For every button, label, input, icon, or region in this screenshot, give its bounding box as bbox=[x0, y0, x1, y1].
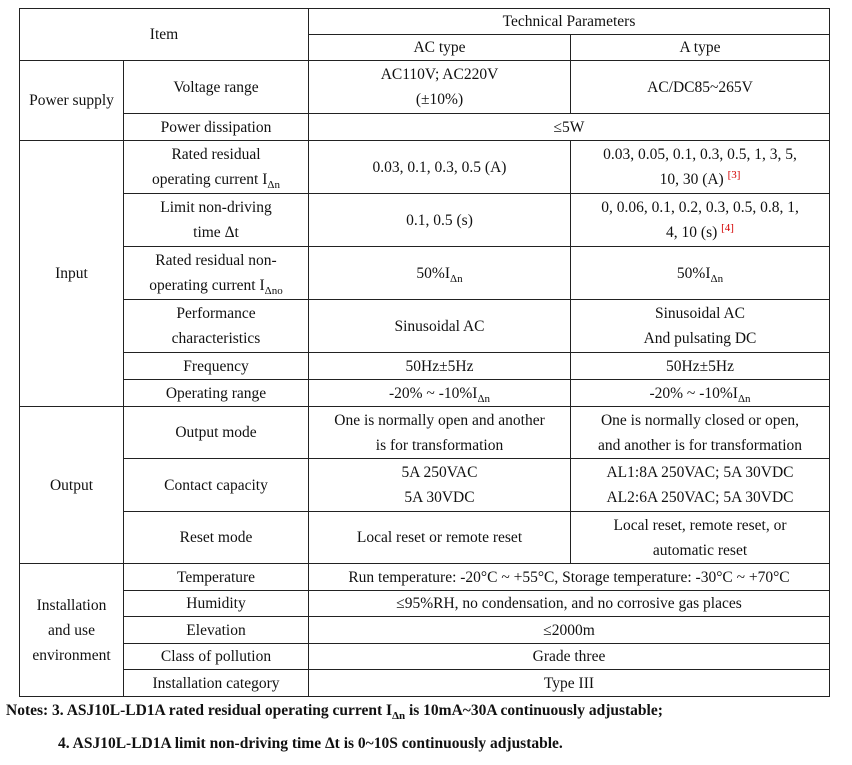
label-limit-non-driving bbox=[124, 194, 309, 247]
group-installation-line1: Installation bbox=[36, 596, 107, 614]
group-installation-line3: environment bbox=[32, 646, 111, 664]
a-limit-non-driving-line1: 0, 0.06, 0.1, 0.2, 0.3, 0.5, 0.8, 1, bbox=[601, 199, 799, 216]
label-power-dissipation: Power dissipation bbox=[124, 114, 309, 141]
ac-performance: Sinusoidal AC bbox=[309, 300, 571, 353]
group-installation-line2: and use bbox=[48, 621, 95, 639]
a-limit-non-driving-line2: 4, 10 (s) [4] bbox=[666, 221, 734, 241]
label-contact-capacity: Contact capacity bbox=[124, 459, 309, 512]
label-elevation: Elevation bbox=[124, 617, 309, 644]
label-installation-category: Installation category bbox=[124, 670, 309, 697]
a-contact-capacity bbox=[571, 459, 830, 512]
technical-parameters-table bbox=[19, 8, 830, 697]
value-elevation: ≤2000m bbox=[309, 617, 830, 644]
a-rated-non-operating: $50\%I_{\Delta n}$ bbox=[571, 247, 830, 300]
a-performance-line1: Sinusoidal AC bbox=[654, 305, 745, 322]
label-frequency: Frequency bbox=[124, 353, 309, 380]
label-rated-non-operating-line2: operating current $I_{\Delta no}$ bbox=[149, 277, 283, 298]
a-output-mode bbox=[571, 407, 830, 459]
reference-4: [4] bbox=[721, 221, 734, 234]
a-reset-mode bbox=[571, 512, 830, 564]
a-reset-mode-line2: automatic reset bbox=[652, 541, 748, 559]
ac-output-mode-line1: One is normally open and another bbox=[334, 411, 545, 429]
ac-rated-non-operating: $50\%I_{\Delta n}$ bbox=[309, 247, 571, 300]
ac-frequency: 50Hz±5Hz bbox=[309, 353, 571, 380]
a-contact-capacity-line2: AL2:6A 250VAC; 5A 30VDC bbox=[606, 489, 794, 506]
group-power-supply: Power supply bbox=[20, 61, 124, 141]
ac-rated-residual: 0.03, 0.1, 0.3, 0.5 (A) bbox=[309, 141, 571, 194]
a-rated-residual bbox=[571, 141, 830, 194]
label-humidity: Humidity bbox=[124, 591, 309, 617]
a-frequency: 50Hz±5Hz bbox=[571, 353, 830, 380]
ac-reset-mode: Local reset or remote reset bbox=[309, 512, 571, 564]
ac-voltage-range-line1: AC110V; AC220V bbox=[380, 66, 499, 83]
a-output-mode-line2: and another is for transformation bbox=[597, 436, 803, 454]
value-power-dissipation: ≤5W bbox=[309, 114, 830, 141]
label-rated-residual-line2: operating current $I_{\Delta n}$ bbox=[152, 171, 280, 192]
a-rated-residual-line2: 10, 30 (A) [3] bbox=[659, 168, 741, 188]
ac-contact-capacity-line2: 5A 30VDC bbox=[404, 489, 475, 506]
label-rated-non-operating bbox=[124, 247, 309, 300]
label-limit-non-driving-line1: Limit non-driving bbox=[160, 199, 272, 216]
note-3: Notes: 3. ASJ10L-LD1A rated residual operating current $I_{\Delta n}$ is 10mA~30A continuously adjustable; bbox=[6, 702, 663, 723]
ac-limit-non-driving: 0.1, 0.5 (s) bbox=[309, 194, 571, 247]
a-contact-capacity-line1: AL1:8A 250VAC; 5A 30VDC bbox=[606, 464, 794, 481]
label-operating-range: Operating range bbox=[124, 380, 309, 407]
label-rated-residual-line1: Rated residual bbox=[171, 146, 261, 163]
a-rated-residual-line1: 0.03, 0.05, 0.1, 0.3, 0.5, 1, 3, 5, bbox=[603, 146, 797, 163]
a-limit-non-driving bbox=[571, 194, 830, 247]
ac-voltage-range-line2: (±10%) bbox=[415, 91, 464, 108]
ac-output-mode-line2: is for transformation bbox=[375, 436, 504, 454]
label-class-of-pollution: Class of pollution bbox=[124, 644, 309, 670]
value-installation-category: Type III bbox=[309, 670, 830, 697]
label-output-mode: Output mode bbox=[124, 407, 309, 459]
label-limit-non-driving-line2: time Δt bbox=[193, 224, 239, 241]
label-reset-mode: Reset mode bbox=[124, 512, 309, 564]
label-rated-residual bbox=[124, 141, 309, 194]
value-class-of-pollution: Grade three bbox=[309, 644, 830, 670]
label-performance-line1: Performance bbox=[176, 305, 256, 322]
ac-contact-capacity bbox=[309, 459, 571, 512]
a-operating-range: -20% ~ $-10\%I_{\Delta n}$ bbox=[571, 380, 830, 407]
header-technical-parameters: Technical Parameters bbox=[309, 9, 830, 35]
label-performance bbox=[124, 300, 309, 353]
value-humidity: ≤95%RH, no condensation, and no corrosive gas places bbox=[309, 591, 830, 617]
ac-output-mode bbox=[309, 407, 571, 459]
header-ac-type: AC type bbox=[309, 35, 571, 61]
note-4: 4. ASJ10L-LD1A limit non-driving time Δt is 0~10S continuously adjustable. bbox=[58, 735, 563, 752]
a-output-mode-line1: One is normally closed or open, bbox=[600, 411, 799, 429]
ac-contact-capacity-line1: 5A 250VAC bbox=[401, 464, 478, 481]
ac-operating-range: -20% ~ $-10\%I_{\Delta n}$ bbox=[309, 380, 571, 407]
value-temperature: Run temperature: -20°C ~ +55°C, Storage temperature: -30°C ~ +70°C bbox=[309, 564, 830, 591]
label-voltage-range: Voltage range bbox=[124, 61, 309, 114]
a-reset-mode-line1: Local reset, remote reset, or bbox=[613, 516, 787, 534]
group-input: Input bbox=[20, 141, 124, 407]
a-performance-line2: And pulsating DC bbox=[643, 330, 757, 347]
ac-voltage-range bbox=[309, 61, 571, 114]
reference-3: [3] bbox=[727, 168, 741, 181]
label-performance-line2: characteristics bbox=[171, 330, 261, 347]
label-temperature: Temperature bbox=[124, 564, 309, 591]
header-a-type: A type bbox=[571, 35, 830, 61]
header-item: Item bbox=[20, 9, 309, 61]
group-output: Output bbox=[20, 407, 124, 564]
a-performance bbox=[571, 300, 830, 353]
group-installation-environment bbox=[20, 564, 124, 697]
label-rated-non-operating-line1: Rated residual non- bbox=[155, 252, 277, 269]
a-voltage-range: AC/DC85~265V bbox=[571, 61, 830, 114]
